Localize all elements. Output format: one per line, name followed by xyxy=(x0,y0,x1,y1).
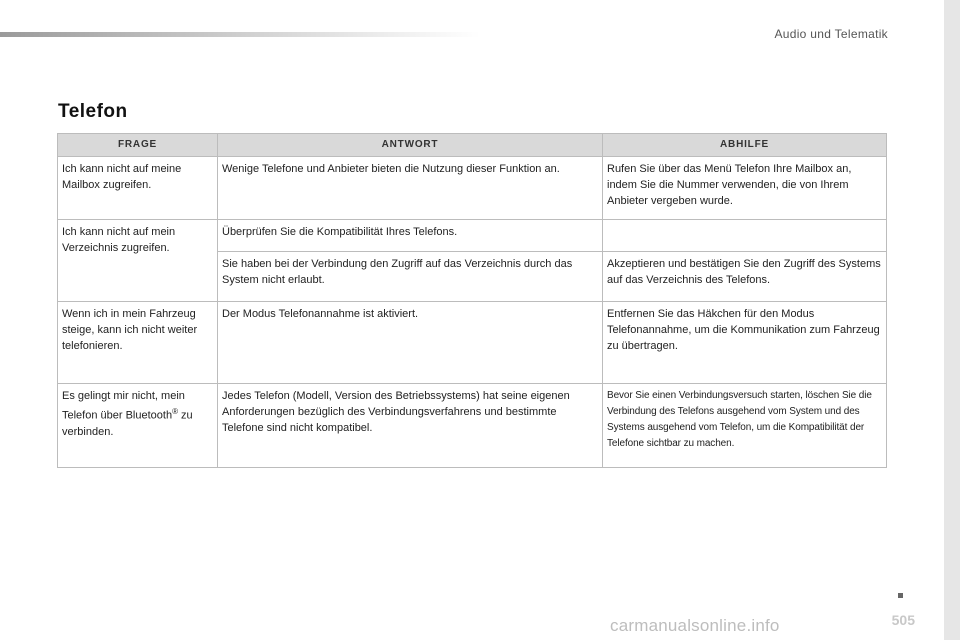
page-number: 505 xyxy=(891,612,915,628)
remedy-cell: Entfernen Sie das Häkchen für den Modus Telefonannahme, um die Kommunikation zum Fahrzeug zu übertragen. xyxy=(603,302,887,384)
table-row xyxy=(58,157,887,220)
section-title: Audio und Telematik xyxy=(774,27,888,41)
remedy-cell: Bevor Sie einen Verbindungsversuch starten, löschen Sie die Verbindung des Telefons ausgehend vom System und des Systems ausgehend vom Telefon, um die Kompatibilität der Telefone sichtbar zu machen. xyxy=(603,384,887,468)
question-text: Es gelingt mir nicht, mein Telefon über Bluetooth xyxy=(62,390,185,422)
table-row xyxy=(58,302,887,384)
page-title: Telefon xyxy=(58,101,128,122)
registered-mark: ® xyxy=(172,407,178,416)
answer-cell: Sie haben bei der Verbindung den Zugriff auf das Verzeichnis durch das System nicht erlaubt. xyxy=(218,252,603,302)
column-header-antwort: ANTWORT xyxy=(218,134,603,157)
question-cell: Wenn ich in mein Fahrzeug steige, kann ich nicht weiter telefonieren. xyxy=(58,302,218,384)
question-cell: Ich kann nicht auf mein Verzeichnis zugreifen. xyxy=(58,220,218,302)
question-cell: Ich kann nicht auf meine Mailbox zugreifen. xyxy=(58,157,218,220)
remedy-cell: Rufen Sie über das Menü Telefon Ihre Mailbox an, indem Sie die Nummer verwenden, die von Ihrem Anbieter vergeben wurde. xyxy=(603,157,887,220)
question-cell xyxy=(58,384,218,468)
answer-cell: Überprüfen Sie die Kompatibilität Ihres Telefons. xyxy=(218,220,603,252)
watermark: carmanualsonline.info xyxy=(610,616,780,635)
column-header-abhilfe: ABHILFE xyxy=(603,134,887,157)
question-text-end: zu verbinden. xyxy=(62,409,193,438)
faq-table xyxy=(57,133,887,468)
page-marker-icon xyxy=(898,593,903,598)
page-edge-strip xyxy=(944,0,960,640)
header-gradient-bar xyxy=(0,32,480,37)
remedy-cell: Akzeptieren und bestätigen Sie den Zugriff des Systems auf das Verzeichnis des Telefons. xyxy=(603,252,887,302)
table-row xyxy=(58,220,887,252)
answer-cell: Jedes Telefon (Modell, Version des Betriebssystems) hat seine eigenen Anforderungen bezüglich des Verbindungsverfahrens und bestimmte Telefone sind nicht kompatibel. xyxy=(218,384,603,468)
answer-cell: Wenige Telefone und Anbieter bieten die Nutzung dieser Funktion an. xyxy=(218,157,603,220)
answer-cell: Der Modus Telefonannahme ist aktiviert. xyxy=(218,302,603,384)
table-header-row xyxy=(58,134,887,157)
remedy-cell xyxy=(603,220,887,252)
column-header-frage: FRAGE xyxy=(58,134,218,157)
table-row xyxy=(58,384,887,468)
